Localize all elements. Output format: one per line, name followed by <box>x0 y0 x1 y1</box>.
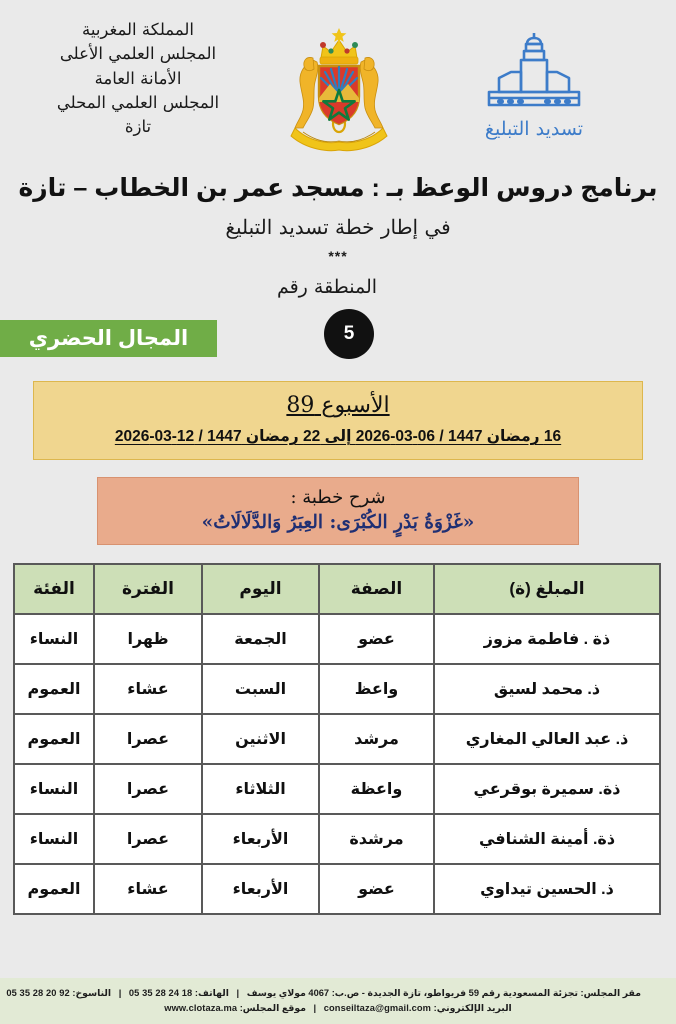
footer-email-value[interactable]: conseiltaza@gmail.com <box>323 1002 432 1013</box>
page-subtitle: في إطار خطة تسديد التبليغ <box>225 215 451 239</box>
footer-address-label: مقر المجلس: <box>580 988 641 999</box>
footer-site-value[interactable]: www.clotaza.ma <box>164 1002 238 1013</box>
cell-period: ظهرا <box>94 614 202 664</box>
column-header-name: المبلغ (ة) <box>434 564 660 614</box>
table-header-row <box>14 564 660 614</box>
cell-role: مرشدة <box>319 814 434 864</box>
sermon-label: شرح خطبة : <box>290 487 386 508</box>
cell-role: عضو <box>319 864 434 914</box>
table-row <box>14 664 660 714</box>
org-line-general-secretariat: الأمانة العامة <box>94 68 182 88</box>
footer-fax-value: 05 35 28 20 92 <box>6 988 70 999</box>
zone-section <box>0 276 676 368</box>
sermon-topic-box <box>97 477 579 545</box>
tasdid-tabligh-logo <box>414 14 654 140</box>
table-head <box>14 564 660 614</box>
table-row <box>14 714 660 764</box>
title-separator-stars: *** <box>328 248 348 264</box>
cell-day: الثلاثاء <box>202 764 319 814</box>
cell-category: النساء <box>14 764 94 814</box>
schedule-table-wrapper <box>15 563 661 915</box>
document-footer <box>0 978 676 1024</box>
cell-role: واعظة <box>319 764 434 814</box>
zone-number-badge: 5 <box>324 309 374 359</box>
cell-role: عضو <box>319 614 434 664</box>
cell-name: ذة . فاطمة مزوز <box>434 614 660 664</box>
cell-role: مرشد <box>319 714 434 764</box>
cell-category: النساء <box>14 814 94 864</box>
column-header-role: الصفة <box>319 564 434 614</box>
footer-site-label: موقع المجلس: <box>239 1002 306 1013</box>
week-number-title: الأسبوع 89 <box>286 393 390 418</box>
schedule-table <box>13 563 661 915</box>
cell-name: ذة. أمينة الشنافي <box>434 814 660 864</box>
cell-category: العموم <box>14 864 94 914</box>
table-row <box>14 614 660 664</box>
cell-name: ذ. محمد لسيق <box>434 664 660 714</box>
footer-separator: | <box>118 988 122 999</box>
footer-separator: | <box>236 988 240 999</box>
org-line-supreme-council: المجلس العلمي الأعلى <box>59 44 217 64</box>
page-title: برنامج دروس الوعظ بـ : مسجد عمر بن الخطاب – تازة <box>18 174 658 202</box>
cell-category: النساء <box>14 614 94 664</box>
logo-caption: تسديد التبليغ <box>484 118 584 140</box>
cell-name: ذة. سميرة بوقرعي <box>434 764 660 814</box>
cell-role: واعظ <box>319 664 434 714</box>
week-date-range: 16 رمضان 1447 / 06-03-2026 إلى 22 رمضان 1447 / 12-03-2026 <box>114 428 562 445</box>
footer-phone-label: الهاتف: <box>194 988 229 999</box>
cell-period: عشاء <box>94 864 202 914</box>
cell-day: الأربعاء <box>202 814 319 864</box>
cell-category: العموم <box>14 714 94 764</box>
footer-web-line <box>35 1001 641 1015</box>
footer-address-value: تجزئة المسعودية رقم 59 فريواطو، تازة الجديدة - ص.ب: 4067 مولاي يوسف <box>246 988 578 999</box>
cell-name: ذ. عبد العالي المغاري <box>434 714 660 764</box>
cell-period: عصرا <box>94 814 202 864</box>
cell-day: الاثنين <box>202 714 319 764</box>
footer-separator: | <box>313 1002 317 1013</box>
cell-period: عشاء <box>94 664 202 714</box>
urban-area-badge: المجال الحضري <box>0 320 217 357</box>
cell-name: ذ. الحسين تيداوي <box>434 864 660 914</box>
mosque-icon <box>475 30 593 116</box>
document-header <box>0 0 676 165</box>
cell-day: الأربعاء <box>202 864 319 914</box>
cell-category: العموم <box>14 664 94 714</box>
footer-fax-label: الناسوخ: <box>72 988 112 999</box>
moroccan-coat-of-arms-icon <box>264 14 414 156</box>
table-body <box>14 614 660 914</box>
week-info-box <box>33 381 643 460</box>
cell-period: عصرا <box>94 714 202 764</box>
org-line-city: تازة <box>124 117 152 136</box>
column-header-day: اليوم <box>202 564 319 614</box>
footer-email-label: البريد الإلكتروني: <box>433 1002 512 1013</box>
table-row <box>14 814 660 864</box>
footer-contact-line <box>6 986 641 1000</box>
org-line-local-council: المجلس العلمي المحلي <box>56 92 220 112</box>
cell-period: عصرا <box>94 764 202 814</box>
column-header-period: الفترة <box>94 564 202 614</box>
zone-number-label: المنطقة رقم <box>276 276 378 298</box>
table-row <box>14 764 660 814</box>
table-row <box>14 864 660 914</box>
footer-phone-value: 05 35 28 24 18 <box>128 988 193 999</box>
sermon-title: «غَزْوَةُ بَدْرٍ الكُبْرَى: العِبَرُ وَالدَّلَالَاتُ» <box>201 512 475 533</box>
organization-header-text <box>12 14 264 139</box>
cell-day: السبت <box>202 664 319 714</box>
cell-day: الجمعة <box>202 614 319 664</box>
column-header-category: الفئة <box>14 564 94 614</box>
org-line-kingdom: المملكة المغربية <box>82 20 194 39</box>
week-title-row <box>44 393 632 418</box>
